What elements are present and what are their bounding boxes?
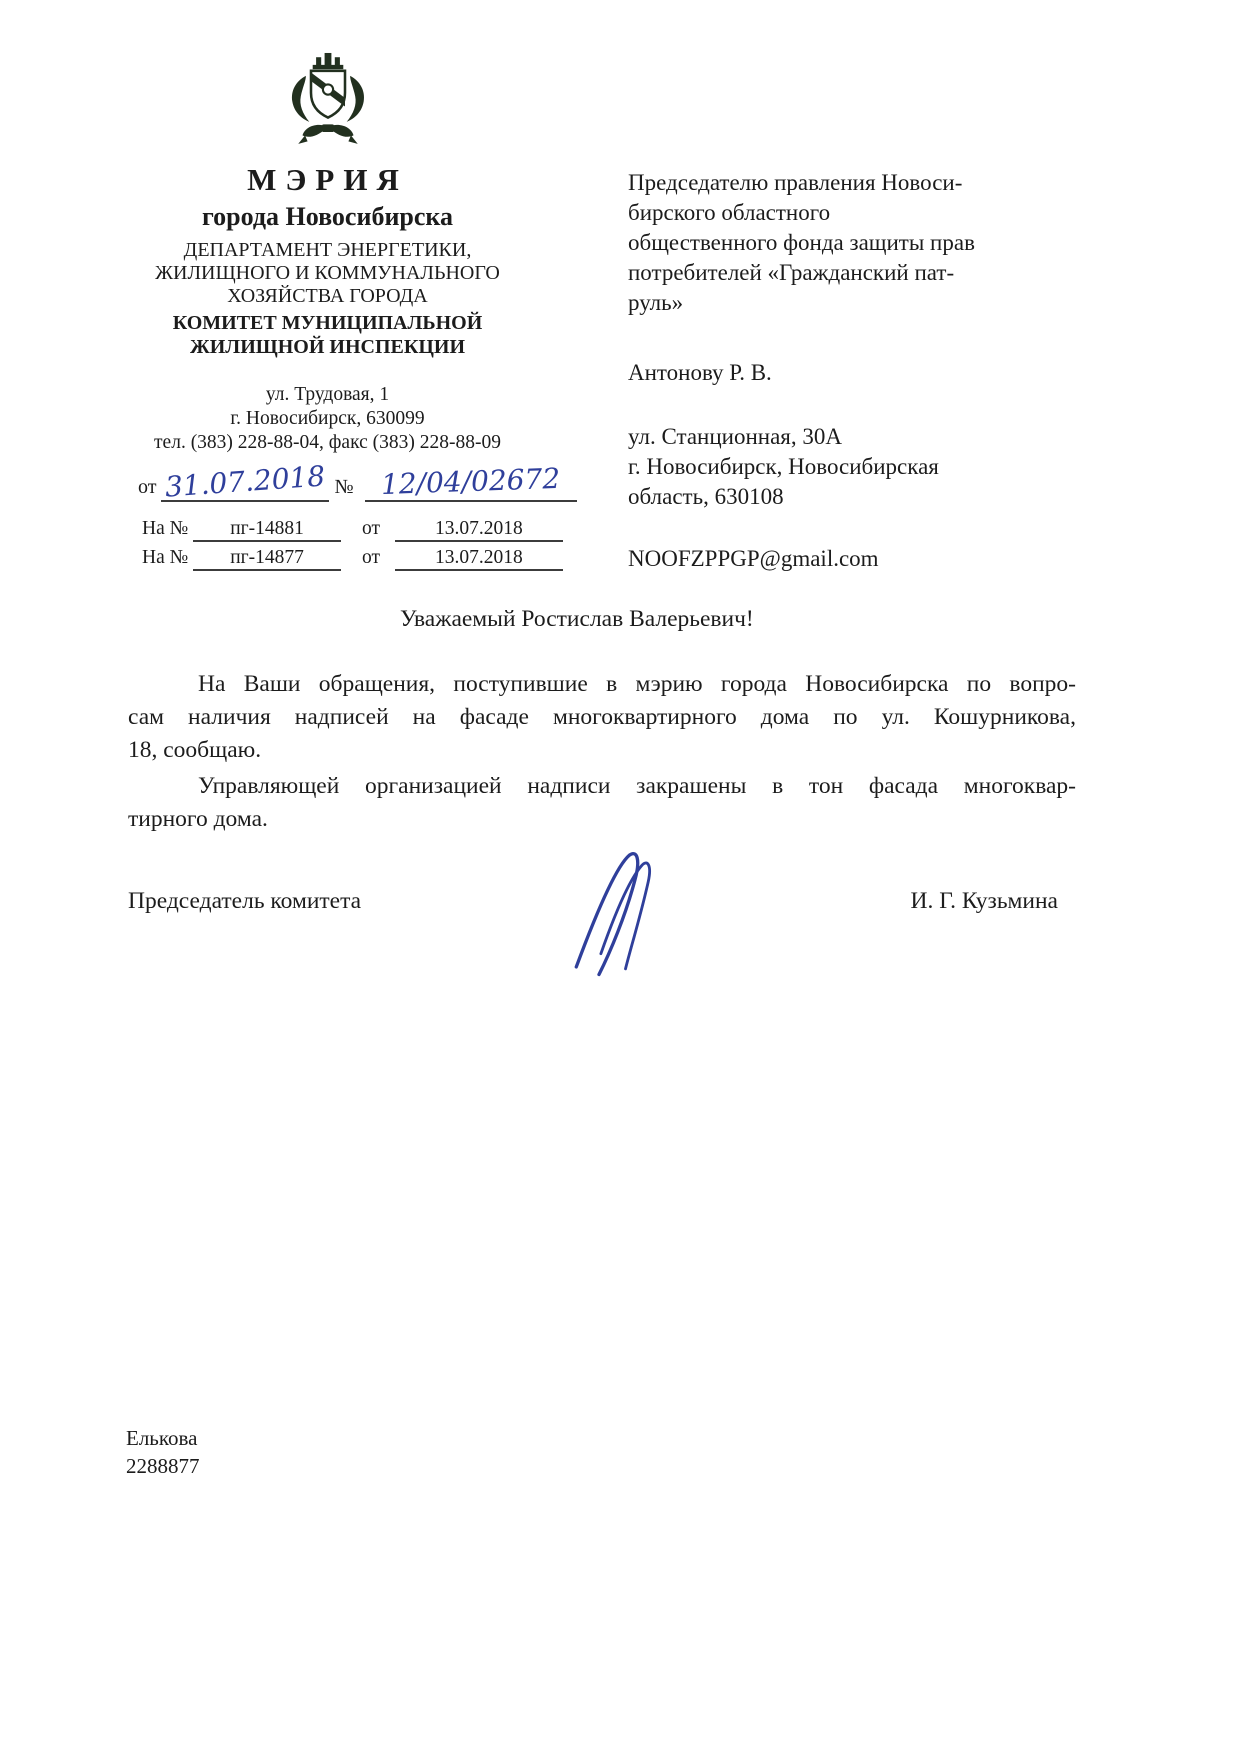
addressee-address-line: область, 630108 — [628, 484, 784, 509]
executor-name: Елькова — [126, 1426, 198, 1450]
addressee-org — [628, 168, 1088, 318]
outgoing-num-label: № — [334, 476, 354, 498]
signer-position: Председатель комитета — [128, 888, 362, 914]
addressee-org-line: Председателю правления Новоси- — [628, 170, 963, 195]
addressee-block — [628, 168, 1088, 574]
addressee-address-line: г. Новосибирск, Новосибирская — [628, 454, 939, 479]
paragraph-line: тирного дома. — [128, 806, 268, 832]
incoming-refs — [100, 518, 555, 571]
addressee-org-line: бирского областного — [628, 200, 831, 225]
novosibirsk-coat-of-arms-icon — [100, 52, 555, 152]
addressee-email: NOOFZPPGP@gmail.com — [628, 546, 879, 571]
department-line: ЖИЛИЩНОГО И КОММУНАЛЬНОГО — [155, 262, 500, 284]
outgoing-number-row — [100, 459, 561, 504]
org-name-city: города Новосибирска — [201, 202, 454, 231]
outgoing-date-field — [161, 459, 329, 504]
salutation: Уважаемый Ростислав Валерьевич! — [400, 606, 754, 632]
paragraph-line: На Ваши обращения, поступившие в мэрию города Новосибирска по вопро- — [198, 671, 1076, 697]
addressee-address — [628, 422, 1088, 512]
ref-of-label: от — [361, 547, 380, 568]
city-line: г. Новосибирск, 630099 — [230, 408, 425, 429]
outgoing-num-field — [365, 461, 577, 502]
ref-date: 13.07.2018 — [395, 547, 563, 571]
handwritten-signature-icon — [558, 842, 693, 984]
street-line: ул. Трудовая, 1 — [265, 384, 390, 405]
ref-number: пг-14877 — [193, 547, 341, 571]
addressee-person: Антонову Р. В. — [628, 360, 772, 385]
addressee-address-line: ул. Станционная, 30А — [628, 424, 842, 449]
addressee-org-line: руль» — [628, 290, 684, 315]
handwritten-number: 12/04/02672 — [380, 461, 561, 502]
addressee-org-line: потребителей «Гражданский пат- — [628, 260, 955, 285]
paragraph-line: сам наличия надписей на фасаде многоквартирного дома по ул. Кошурникова, — [128, 704, 1076, 730]
outgoing-date-label: от — [138, 476, 157, 498]
ref-number: пг-14881 — [193, 518, 341, 542]
committee-name — [100, 311, 555, 359]
signer-name: И. Г. Кузьмина — [910, 888, 1058, 914]
letterhead-address — [100, 383, 555, 455]
ref-of-label: от — [361, 518, 380, 539]
executor-block — [126, 1424, 200, 1480]
department-line: ДЕПАРТАМЕНТ ЭНЕРГЕТИКИ, — [183, 239, 472, 261]
incoming-ref-row — [142, 518, 555, 542]
department-line: ХОЗЯЙСТВА ГОРОДА — [227, 285, 428, 307]
executor-phone: 2288877 — [126, 1454, 200, 1478]
ref-date: 13.07.2018 — [395, 518, 563, 542]
ref-label: На № — [142, 547, 189, 568]
paragraph-line: 18, сообщаю. — [128, 737, 262, 763]
handwritten-date: 31.07.2018 — [164, 459, 327, 504]
addressee-org-line: общественного фонда защиты прав — [628, 230, 975, 255]
ref-label: На № — [142, 518, 189, 539]
letterhead — [100, 52, 561, 571]
committee-line: ЖИЛИЩНОЙ ИНСПЕКЦИИ — [189, 336, 466, 358]
paragraph-line: Управляющей организацией надписи закрашены в тон фасада многоквар- — [198, 773, 1076, 799]
committee-line: КОМИТЕТ МУНИЦИПАЛЬНОЙ — [172, 312, 483, 334]
body-paragraph-1 — [128, 668, 1076, 767]
department-name — [100, 239, 555, 308]
body-paragraph-2 — [128, 770, 1076, 836]
org-name-mayor: МЭРИЯ — [247, 162, 408, 197]
incoming-ref-row — [142, 547, 555, 571]
phone-fax-line: тел. (383) 228-88-04, факс (383) 228-88-09 — [154, 432, 501, 453]
